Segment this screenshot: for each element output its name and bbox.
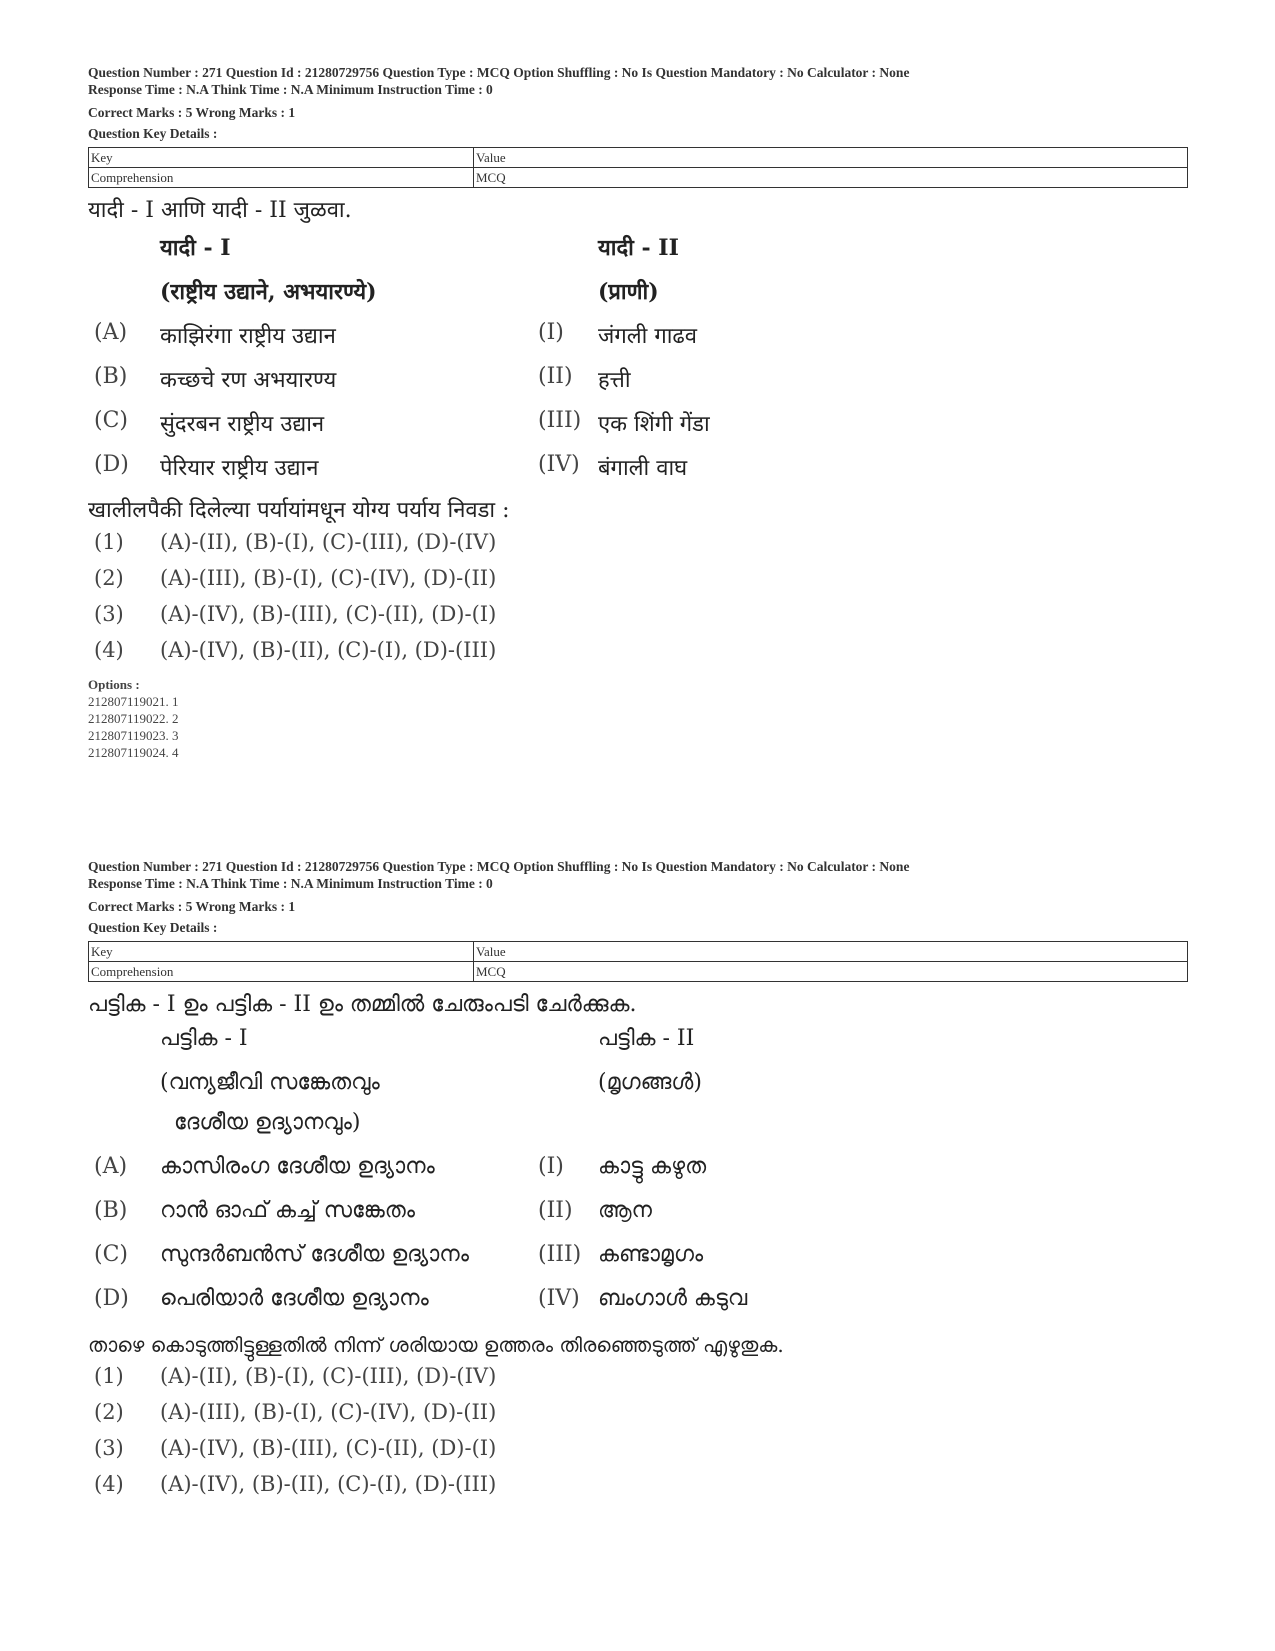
left-item: റാൻ ഓഫ് കച്ച് സങ്കേതം — [160, 1198, 415, 1223]
answer-text: (A)-(IV), (B)-(II), (C)-(I), (D)-(III) — [160, 638, 497, 662]
answer-number: (3) — [94, 602, 124, 626]
list-subheading-row — [88, 270, 1188, 314]
option-id: 212807119024. 4 — [88, 745, 179, 760]
answer-option — [88, 562, 1188, 598]
list-1-subheading: (വന്യജീവി സങ്കേതവും — [160, 1070, 380, 1095]
key-table-row — [89, 962, 1188, 982]
answer-option — [88, 526, 1188, 562]
right-label: (IV) — [538, 452, 580, 477]
question-key-table — [88, 941, 1188, 982]
match-row — [88, 1192, 1188, 1236]
right-item: ആന — [598, 1198, 652, 1223]
answer-text: (A)-(IV), (B)-(II), (C)-(I), (D)-(III) — [160, 1472, 497, 1496]
right-label: (I) — [538, 1154, 564, 1179]
answer-option — [88, 1432, 1188, 1468]
option-id: 212807119022. 2 — [88, 711, 179, 726]
match-row — [88, 1148, 1188, 1192]
value-cell: MCQ — [474, 962, 1188, 982]
left-item: पेरियार राष्ट्रीय उद्यान — [160, 456, 319, 481]
choose-instruction: खालीलपैकी दिलेल्या पर्यायांमधून योग्य पर्याय निवडा : — [88, 498, 510, 523]
right-label: (III) — [538, 1242, 582, 1267]
value-header-cell: Value — [474, 942, 1188, 962]
left-item: कच्छचे रण अभयारण्य — [160, 368, 337, 393]
left-item: പെരിയാർ ദേശീയ ഉദ്യാനം — [160, 1286, 429, 1311]
list-subheading-row — [88, 1064, 1188, 1104]
answer-option — [88, 598, 1188, 634]
right-label: (I) — [538, 320, 564, 345]
meta-line-3: Correct Marks : 5 Wrong Marks : 1 — [88, 899, 296, 914]
answer-number: (4) — [94, 1472, 124, 1496]
meta-line-1: Question Number : 271 Question Id : 21280729756 Question Type : MCQ Option Shuffling : No Is Question Mandatory : No Calculator : None — [88, 65, 910, 80]
options-label: Options : — [88, 677, 140, 692]
list-2-heading: यादी - II — [598, 235, 679, 261]
question-meta — [88, 858, 1188, 936]
right-item: एक शिंगी गेंडा — [598, 412, 710, 437]
match-row — [88, 446, 1188, 490]
right-item: ബംഗാൾ കടുവ — [598, 1286, 748, 1311]
answer-text: (A)-(II), (B)-(I), (C)-(III), (D)-(IV) — [160, 530, 497, 554]
question-block-marathi — [88, 64, 1188, 761]
meta-line-2: Response Time : N.A Think Time : N.A Minimum Instruction Time : 0 — [88, 876, 493, 891]
match-row — [88, 402, 1188, 446]
match-row — [88, 358, 1188, 402]
answer-text: (A)-(III), (B)-(I), (C)-(IV), (D)-(II) — [160, 566, 497, 590]
option-id: 212807119021. 1 — [88, 694, 179, 709]
list-1-subheading: (राष्ट्रीय उद्याने, अभयारण्ये) — [160, 279, 377, 305]
answer-number: (2) — [94, 1400, 124, 1424]
left-label: (B) — [94, 1198, 128, 1223]
answer-option — [88, 1468, 1188, 1504]
left-item: काझिरंगा राष्ट्रीय उद्यान — [160, 324, 336, 349]
key-cell: Comprehension — [89, 962, 474, 982]
meta-line-1: Question Number : 271 Question Id : 21280729756 Question Type : MCQ Option Shuffling : No Is Question Mandatory : No Calculator : None — [88, 859, 910, 874]
left-label: (D) — [94, 452, 129, 477]
answer-option — [88, 1396, 1188, 1432]
list-2-subheading: (മൃഗങ്ങൾ) — [598, 1070, 702, 1095]
left-label: (A) — [94, 320, 128, 345]
list-subheading-row-2 — [88, 1104, 1188, 1148]
answer-text: (A)-(II), (B)-(I), (C)-(III), (D)-(IV) — [160, 1364, 497, 1388]
meta-line-4: Question Key Details : — [88, 920, 218, 935]
value-cell: MCQ — [474, 168, 1188, 188]
right-label: (III) — [538, 408, 582, 433]
key-cell: Comprehension — [89, 168, 474, 188]
answer-option — [88, 634, 1188, 670]
list-2-subheading: (प्राणी) — [598, 279, 659, 305]
key-table-header-row — [89, 942, 1188, 962]
right-label: (IV) — [538, 1286, 580, 1311]
option-id: 212807119023. 3 — [88, 728, 179, 743]
choose-instruction: താഴെ കൊടുത്തിട്ടുള്ളതിൽ നിന്ന് ശരിയായ ഉത്തരം തിരഞ്ഞെടുത്ത് എഴുതുക. — [88, 1333, 784, 1357]
question-meta — [88, 64, 1188, 142]
meta-line-3: Correct Marks : 5 Wrong Marks : 1 — [88, 105, 296, 120]
right-label: (II) — [538, 1198, 573, 1223]
left-item: സുന്ദർബൻസ് ദേശീയ ഉദ്യാനം — [160, 1242, 469, 1267]
list-1-heading: यादी - I — [160, 235, 231, 261]
question-key-table — [88, 147, 1188, 188]
match-row — [88, 1236, 1188, 1280]
answer-text: (A)-(IV), (B)-(III), (C)-(II), (D)-(I) — [160, 1436, 497, 1460]
right-item: बंगाली वाघ — [598, 456, 688, 481]
option-ids-list — [88, 676, 1188, 761]
key-table-row — [89, 168, 1188, 188]
answer-number: (1) — [94, 530, 124, 554]
answer-text: (A)-(IV), (B)-(III), (C)-(II), (D)-(I) — [160, 602, 497, 626]
right-label: (II) — [538, 364, 573, 389]
list-1-subheading-line-2: ദേശീയ ഉദ്യാനവും) — [174, 1110, 361, 1135]
left-label: (D) — [94, 1286, 129, 1311]
answer-number: (1) — [94, 1364, 124, 1388]
right-item: കണ്ടാമൃഗം — [598, 1242, 704, 1267]
match-row — [88, 314, 1188, 358]
left-item: सुंदरबन राष्ट्रीय उद्यान — [160, 412, 325, 437]
key-header-cell: Key — [89, 148, 474, 168]
key-table-header-row — [89, 148, 1188, 168]
answer-text: (A)-(III), (B)-(I), (C)-(IV), (D)-(II) — [160, 1400, 497, 1424]
list-1-heading: പട്ടിക - I — [160, 1026, 248, 1051]
left-label: (B) — [94, 364, 128, 389]
answer-number: (4) — [94, 638, 124, 662]
match-row — [88, 1280, 1188, 1324]
list-2-heading: പട്ടിക - II — [598, 1026, 695, 1051]
left-item: കാസിരംഗ ദേശീയ ഉദ്യാനം — [160, 1154, 435, 1179]
right-item: हत्ती — [598, 368, 631, 393]
right-item: കാട്ടു കഴുത — [598, 1154, 707, 1179]
value-header-cell: Value — [474, 148, 1188, 168]
answer-number: (3) — [94, 1436, 124, 1460]
meta-line-4: Question Key Details : — [88, 126, 218, 141]
key-header-cell: Key — [89, 942, 474, 962]
question-instruction: പട്ടിക - I ഉം പട്ടിക - II ഉം തമ്മിൽ ചേരുംപടി ചേർക്കുക. — [88, 992, 637, 1017]
left-label: (C) — [94, 408, 128, 433]
left-label: (C) — [94, 1242, 128, 1267]
question-block-malayalam — [88, 858, 1188, 1504]
answer-option — [88, 1360, 1188, 1396]
right-item: जंगली गाढव — [598, 324, 698, 349]
list-heading-row — [88, 1020, 1188, 1064]
meta-line-2: Response Time : N.A Think Time : N.A Minimum Instruction Time : 0 — [88, 82, 493, 97]
answer-number: (2) — [94, 566, 124, 590]
left-label: (A) — [94, 1154, 128, 1179]
question-instruction: यादी - I आणि यादी - II जुळवा. — [88, 198, 352, 223]
list-heading-row — [88, 226, 1188, 270]
